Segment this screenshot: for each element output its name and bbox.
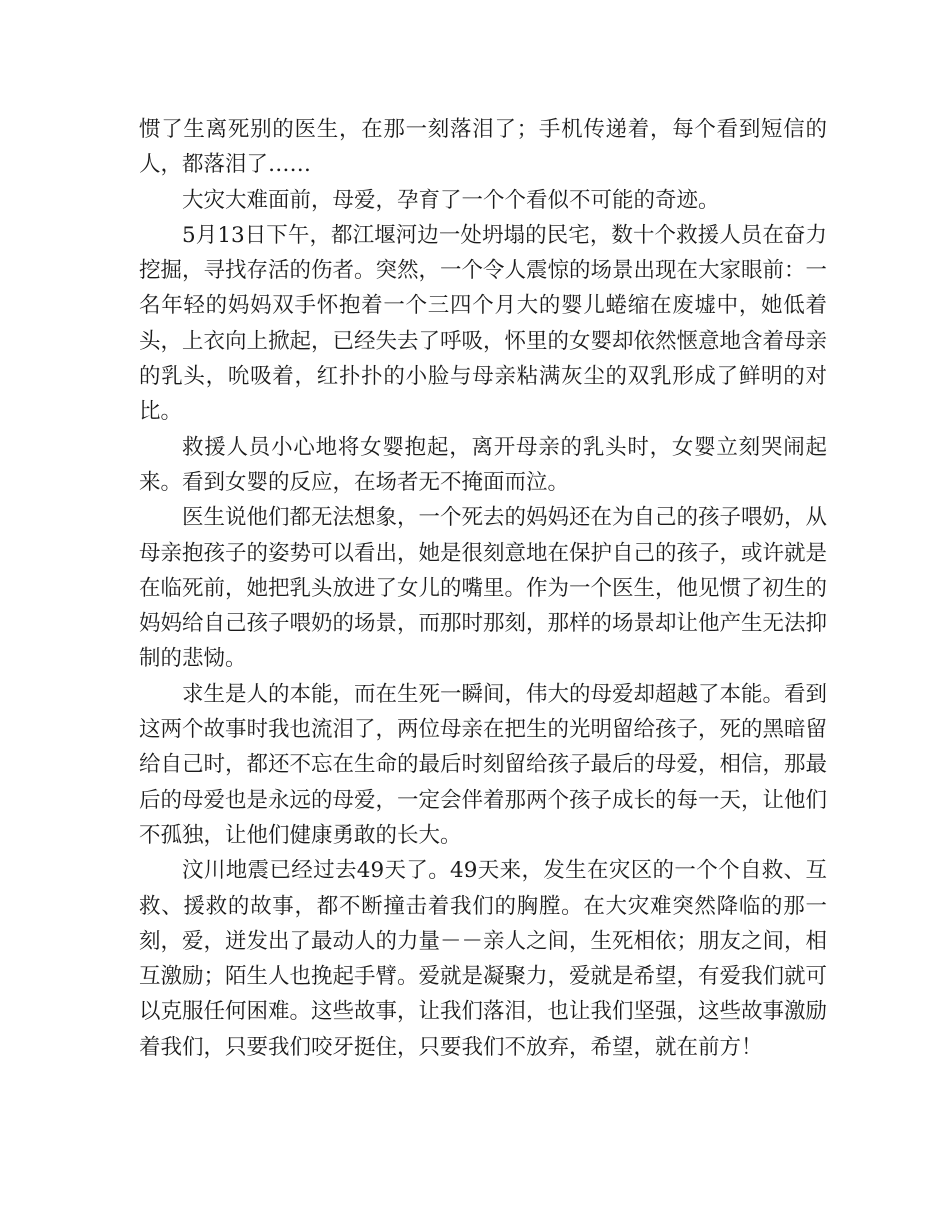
paragraph: 5月13日下午，都江堰河边一处坍塌的民宅，数十个救援人员在奋力挖掘，寻找存活的伤者。突然，一个令人震惊的场景出现在大家眼前：一名年轻的妈妈双手怀抱着一个三四个月大的婴儿蜷缩在废墟中，她低着头，上衣向上掀起，已经失去了呼吸，怀里的女婴却依然惬意地含着母亲的乳头，吮吸着，红扑扑的小脸与母亲粘满灰尘的双乳形成了鲜明的对比。 [139,222,828,425]
paragraph: 救援人员小心地将女婴抱起，离开母亲的乳头时，女婴立刻哭闹起来。看到女婴的反应，在场者无不掩面而泣。 [139,434,827,495]
paragraph-continuation: 惯了生离死别的医生，在那一刻落泪了；手机传递着，每个看到短信的人，都落泪了…… [139,117,827,178]
paragraph: 求生是人的本能，而在生死一瞬间，伟大的母爱却超越了本能。看到这两个故事时我也流泪了，两位母亲在把生的光明留给孩子，死的黑暗留给自己时，都还不忘在生命的最后时刻留给孩子最后的母爱，相信，那最后的母爱也是永远的母爱，一定会伴着那两个孩子成长的每一天，让他们不孤独，让他们健康勇敢的长大。 [139,681,828,848]
article-body [139,112,827,1065]
paragraph: 大灾大难面前，母爱，孕育了一个个看似不可能的奇迹。 [182,187,720,213]
paragraph: 医生说他们都无法想象，一个死去的妈妈还在为自己的孩子喂奶，从母亲抱孩子的姿势可以看出，她是很刻意地在保护自己的孩子，或许就是在临死前，她把乳头放进了女儿的嘴里。作为一个医生，他见惯了初生的妈妈给自己孩子喂奶的场景，而那时那刻，那样的场景却让他产生无法抑制的悲恸。 [139,505,828,672]
paragraph: 汶川地震已经过去49天了。49天来，发生在灾区的一个个自救、互救、援救的故事，都不断撞击着我们的胸膛。在大灾难突然降临的那一刻，爱，迸发出了最动人的力量－－亲人之间，生死相依；朋友之间，相互激励；陌生人也挽起手臂。爱就是凝聚力，爱就是希望，有爱我们就可以克服任何困难。这些故事，让我们落泪，也让我们坚强，这些故事激励着我们，只要我们咬牙挺住，只要我们不放弃，希望，就在前方！ [139,858,828,1060]
